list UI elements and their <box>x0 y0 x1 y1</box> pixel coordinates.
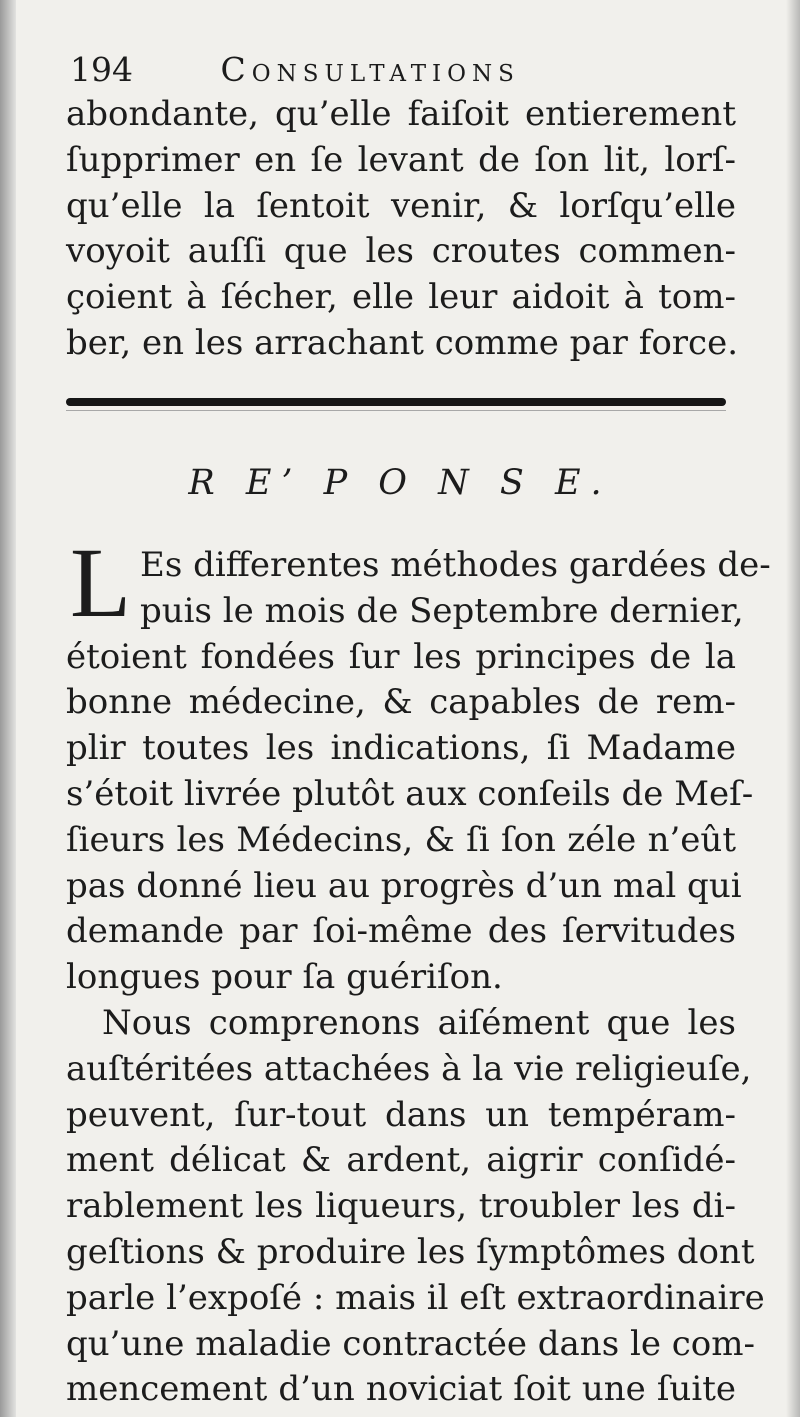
drop-cap: L <box>70 527 132 638</box>
top-paragraph <box>66 92 739 367</box>
running-head <box>70 50 730 90</box>
page-edge-shadow <box>786 0 800 1417</box>
text-line: parle l’expoſé : mais il eſt extraordinaire <box>66 1277 765 1318</box>
text-line: abondante, qu’elle faiſoit entierement <box>66 94 736 134</box>
text-line: ment délicat & ardent, aigrir conſidé- <box>66 1140 736 1181</box>
text-line: qu’elle la ſentoit venir, & lorſqu’elle <box>66 185 736 226</box>
page-number: 194 <box>70 50 133 89</box>
text-line: Es differentes méthodes gardées de- <box>140 545 771 585</box>
text-line: ſieurs les Médecins, & ſi ſon zéle n’eût <box>66 819 736 860</box>
text-line: plir toutes les indications, ſi Madame <box>66 728 736 769</box>
text-line: qu’une maladie contractée dans le com- <box>66 1323 755 1364</box>
text-line: mencement d’un noviciat ſoit une ſuite <box>66 1369 736 1410</box>
text-line: ſupprimer en ſe levant de ſon lit, lorſ- <box>66 139 736 180</box>
text-line: longues pour ſa guériſon. <box>66 957 503 998</box>
section-divider-rule <box>66 398 726 406</box>
section-title: R E’ P O N S E. <box>188 463 612 503</box>
page-gutter-shadow <box>0 0 16 1417</box>
text-line: ber, en les arrachant comme par force. <box>66 322 739 363</box>
text-line: çoient à ſécher, elle leur aidoit à tom- <box>66 277 736 318</box>
text-line: rablement les liqueurs, troubler les di- <box>66 1186 736 1227</box>
text-line: bonne médecine, & capables de rem- <box>66 682 736 723</box>
text-line: étoient fondées ſur les principes de la <box>66 636 736 677</box>
text-line: geſtions & produire les ſymptômes dont <box>66 1231 755 1272</box>
running-title: Consultations <box>220 50 520 89</box>
text-line: peuvent, ſur-tout dans un tempéram- <box>66 1094 736 1135</box>
text-line: pas donné lieu au progrès d’un mal qui <box>66 865 742 906</box>
text-line: puis le mois de Septembre dernier, <box>140 590 744 631</box>
text-line: s’étoit livrée plutôt aux conſeils de Meſ- <box>66 773 754 814</box>
text-line: Nous comprenons aiſément que les <box>102 1002 736 1043</box>
text-line: voyoit auſſi que les croutes commen- <box>66 231 736 272</box>
section-divider-hairline <box>66 410 726 411</box>
main-text <box>66 527 771 1413</box>
text-line: auſtéritées attachées à la vie religieuſe, <box>66 1048 752 1089</box>
text-line: demande par ſoi-même des ſervitudes <box>66 911 736 952</box>
